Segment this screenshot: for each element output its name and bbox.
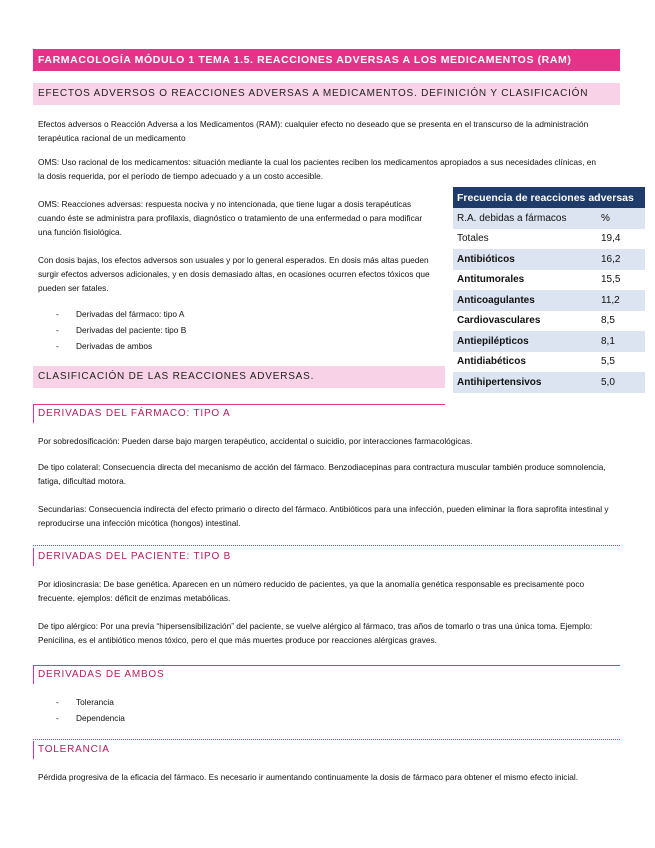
- table-cell: 11,2: [597, 290, 645, 311]
- table-row: [453, 331, 645, 352]
- table-cell: Antiepilépticos: [453, 331, 597, 352]
- table-header-cell: R.A. debidas a fármacos: [453, 208, 597, 229]
- section-heading-tipo-a: DERIVADAS DEL FÁRMACO: TIPO A: [33, 405, 231, 423]
- table-cell: 15,5: [597, 270, 645, 291]
- table-row: [453, 270, 645, 291]
- list-item: - Derivadas del paciente: tipo B: [56, 322, 186, 338]
- section-heading-definition: EFECTOS ADVERSOS O REACCIONES ADVERSAS A MEDICAMENTOS. DEFINICIÓN Y CLASIFICACIÓN: [33, 83, 620, 105]
- table-cell: 5,0: [597, 372, 645, 393]
- ambos-bullet-list: [56, 694, 125, 726]
- table-cell: Antibióticos: [453, 249, 597, 270]
- paragraph-dosis: Con dosis bajas, los efectos adversos son usuales y por lo general esperados. En dosis más altas pueden surgir efectos adversos adicionales, y en dosis demasiado altas, en ocasiones ocurren efectos tóxicos que pueden ser fatales.: [38, 255, 430, 293]
- list-item: - Derivadas de ambos: [56, 338, 186, 354]
- table-cell: 5,5: [597, 352, 645, 373]
- table-header-row: [453, 208, 645, 229]
- paragraph-tipo-colateral: De tipo colateral: Consecuencia directa del mecanismo de acción del fármaco. Benzodiacepinas para contractura muscular también produce somnolencia, fatiga, dificultad motora.: [38, 462, 606, 486]
- table-cell: 19,4: [597, 229, 645, 250]
- list-item: - Dependencia: [56, 710, 125, 726]
- table-row: [453, 290, 645, 311]
- section-divider: [33, 739, 620, 740]
- table-row: [453, 229, 645, 250]
- paragraph-sobredosificacion: Por sobredosificación: Pueden darse bajo margen terapéutico, accidental o suicidio, por interacciones farmacológicas.: [38, 436, 473, 446]
- list-item: - Derivadas del fármaco: tipo A: [56, 306, 186, 322]
- table-cell: Totales: [453, 229, 597, 250]
- paragraph-idiosincrasia: Por idiosincrasia: De base genética. Aparecen en un número reducido de pacientes, ya que la anomalía genética responsable es precisamente poco frecuente. ejemplos: déficit de enzimas metabólicas.: [38, 579, 585, 603]
- table-cell: Antihipertensivos: [453, 372, 597, 393]
- table-cell: 16,2: [597, 249, 645, 270]
- table-cell: Antidiabéticos: [453, 352, 597, 373]
- list-item: - Tolerancia: [56, 694, 125, 710]
- table-header-cell: %: [597, 208, 645, 229]
- paragraph-secundarias: Secundarias: Consecuencia indirecta del efecto primario o directo del fármaco. Antibióticos para una infección, pueden eliminar la flora saprofita intestinal y reproducirse una infección micótica (hongos) intestinal.: [38, 504, 609, 528]
- table-cell: Cardiovasculares: [453, 311, 597, 332]
- frequency-table: [453, 187, 645, 393]
- paragraph-ram-definition: Efectos adversos o Reacción Adversa a los Medicamentos (RAM): cualquier efecto no deseado que se presenta en el transcurso de la administración terapéutica racional de un medicamento: [38, 119, 589, 143]
- section-heading-ambos: DERIVADAS DE AMBOS: [33, 666, 164, 684]
- section-heading-tipo-b: DERIVADAS DEL PACIENTE: TIPO B: [33, 548, 231, 566]
- table-cell: 8,1: [597, 331, 645, 352]
- section-divider: [33, 545, 620, 546]
- table-cell: Antitumorales: [453, 270, 597, 291]
- table-row: [453, 372, 645, 393]
- table-cell: Anticoagulantes: [453, 290, 597, 311]
- table-row: [453, 352, 645, 373]
- paragraph-tipo-alergico: De tipo alérgico: Por una previa “hipersensibilización” del paciente, se vuelve alérgico al fármaco, tras años de tomarlo o tras una única toma. Ejemplo: Penicilina, es el antibiótico menos tóxico, pero el que más muertes produce por reacciones alérgicas graves.: [38, 621, 593, 645]
- paragraph-tolerancia: Pérdida progresiva de la eficacia del fármaco. Es necesario ir aumentando continuamente la dosis de fármaco para obtener el mismo efecto inicial.: [38, 772, 579, 782]
- document-title-banner: FARMACOLOGÍA MÓDULO 1 TEMA 1.5. REACCIONES ADVERSAS A LOS MEDICAMENTOS (RAM): [33, 49, 620, 71]
- table-row: [453, 311, 645, 332]
- paragraph-oms-reacciones-adversas: OMS: Reacciones adversas: respuesta nociva y no intencionada, que tiene lugar a dosis terapéuticas cuando éste se administra para profilaxis, diagnóstico o tratamiento de una enfermedad o para modificar una función fisiológica.: [38, 199, 423, 237]
- table-cell: 8,5: [597, 311, 645, 332]
- section-heading-classification: CLASIFICACIÓN DE LAS REACCIONES ADVERSAS.: [33, 366, 445, 388]
- paragraph-oms-uso-racional: OMS: Uso racional de los medicamentos: situación mediante la cual los pacientes reciben los medicamentos apropiados a sus necesidades clínicas, en la dosis requerida, por el período de tiempo adecuado y a un costo accesible.: [38, 157, 597, 181]
- section-heading-tolerancia: TOLERANCIA: [33, 741, 110, 759]
- table-row: [453, 249, 645, 270]
- classification-bullet-list: [56, 306, 186, 354]
- table-title: Frecuencia de reacciones adversas: [453, 187, 645, 208]
